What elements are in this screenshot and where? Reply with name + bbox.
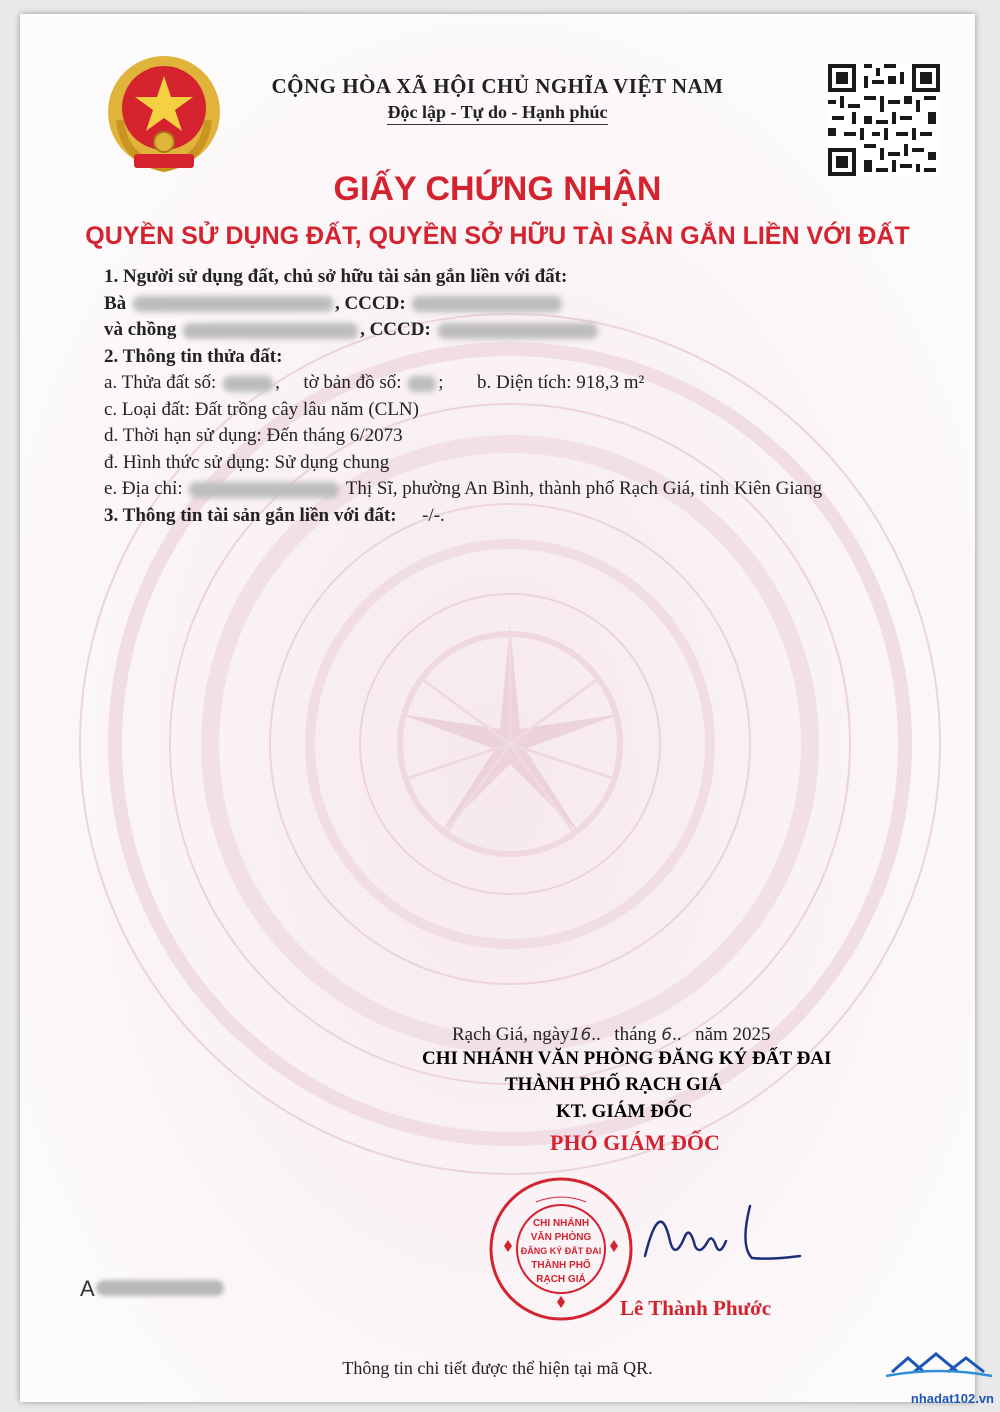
spouse-prefix: và chồng xyxy=(104,319,177,340)
signer-name: Lê Thành Phước xyxy=(620,1296,772,1320)
house-logo-icon xyxy=(884,1346,994,1392)
section2-heading: 2. Thông tin thửa đất: xyxy=(104,345,283,367)
area-label: b. Diện tích: 918,3 m² xyxy=(477,372,645,393)
spouse-cccd-label: , CCCD: xyxy=(360,319,431,340)
nation-heading: CỘNG HÒA XÃ HỘI CHỦ NGHĨA VIỆT NAM xyxy=(271,74,724,98)
official-seal-icon xyxy=(486,1174,636,1324)
assets-value: -/-. xyxy=(422,504,445,526)
address-rest: Thị Sĩ, phường An Bình, thành phố Rạch Giá, tỉnh Kiên Giang xyxy=(345,478,823,499)
date-day: 16 xyxy=(569,1025,592,1045)
usage-form-row: đ. Hình thức sử dụng: Sử dụng chung xyxy=(104,451,390,473)
spouse-name-redacted xyxy=(183,323,358,339)
certificate-title: GIẤY CHỨNG NHẬN xyxy=(333,170,662,208)
map-sheet-redacted xyxy=(408,376,436,392)
section3-heading: 3. Thông tin tài sản gắn liền với đất: xyxy=(104,504,397,526)
motto xyxy=(20,102,975,123)
motto-text: Độc lập - Tự do - Hạnh phúc xyxy=(387,102,607,125)
address-row xyxy=(104,476,924,503)
owner-prefix: Bà xyxy=(104,292,127,314)
month-label: tháng xyxy=(614,1024,657,1045)
kt-director: KT. GIÁM ĐỐC xyxy=(556,1101,693,1122)
assets-row xyxy=(104,503,924,530)
section1-heading: 1. Người sử dụng đất, chủ sở hữu tài sản gắn liền với đất: xyxy=(104,266,568,287)
term-row: d. Thời hạn sử dụng: Đến tháng 6/2073 xyxy=(104,425,403,446)
org-line2: THÀNH PHỐ RẠCH GIÁ xyxy=(505,1074,722,1095)
parcel-row: a. Thửa đất số: , tờ bản đồ số: ; b. Diện tích: 918,3 m² xyxy=(104,372,645,393)
parcel-label: a. Thửa đất số: xyxy=(104,372,217,393)
org-line1: CHI NHÁNH VĂN PHÒNG ĐĂNG KÝ ĐẤT ĐAI xyxy=(422,1048,832,1069)
date-month: 6 xyxy=(661,1025,673,1045)
site-watermark: nhadat102.vn xyxy=(910,1391,994,1406)
date-place: Rạch Giá, ngày xyxy=(452,1024,570,1045)
svg-text:A: A xyxy=(80,1276,95,1300)
land-type-row: c. Loại đất: Đất trồng cây lâu năm (CLN) xyxy=(104,398,419,420)
svg-text:THÀNH PHỐ: THÀNH PHỐ xyxy=(531,1260,591,1271)
svg-text:ĐĂNG KÝ ĐẤT ĐAI: ĐĂNG KÝ ĐẤT ĐAI xyxy=(520,1246,602,1256)
owner-cccd-redacted xyxy=(412,296,562,312)
deputy-director-title: PHÓ GIÁM ĐỐC xyxy=(550,1130,720,1155)
owner-cccd-label: , CCCD: xyxy=(334,292,406,314)
spouse-cccd-redacted xyxy=(438,323,598,339)
map-sheet-label: tờ bản đồ số: xyxy=(303,372,402,393)
parcel-number-redacted xyxy=(223,376,273,392)
svg-text:CHI NHÁNH: CHI NHÁNH xyxy=(532,1218,590,1229)
address-label: e. Địa chỉ: xyxy=(104,478,183,499)
qr-note: Thông tin chi tiết được thể hiện tại mã QR. xyxy=(342,1358,653,1378)
handwritten-signature xyxy=(640,1186,810,1276)
spouse-row xyxy=(104,317,924,344)
year-label: năm 2025 xyxy=(695,1024,771,1045)
address-street-redacted xyxy=(189,482,339,498)
certificate-page: CỘNG HÒA XÃ HỘI CHỦ NGHĨA VIỆT NAM Độc lập - Tự do - Hạnh phúc GIẤY CHỨNG NHẬN QUYỀN SỬ DỤNG ĐẤT, QUYỀN SỞ HỮU TÀI SẢN GẮN LIỀN VỚI ĐẤT 1. Người sử dụng đất, chủ sở hữu tài sản gắn liền với đất: Bà , CCCD: và chồng , CCCD: 2. Thông tin thửa đất: a. Thửa đất số: , tờ bản đồ số: ; b. Diện tích: 918,3 m² c. Loại đất: Đất trồng cây lâu năm (CLN) d. Thời hạn sử dụng: Đến tháng 6/2073 đ. Hình thức sử dụng: Sử dụng chung e. Địa chỉ: Thị Sĩ, phường An Bình, thành phố Rạch Giá, tỉnh Kiên Giang 3. Thông tin tài sản gắn liền với đất: -/-. Rạch Giá, ngày16.. tháng 6.. năm 2025 CHI NHÁNH VĂN PHÒNG ĐĂNG KÝ ĐẤT ĐAI THÀNH PHỐ RẠCH GIÁ KT. GIÁM ĐỐC PHÓ GIÁM ĐỐC CHI NHÁNH VĂN PHÒNG ĐĂNG KÝ ĐẤT ĐAI THÀNH PHỐ RẠCH GIÁ Lê Thành Phước A Thông tin chi tiết được thể hiện tại mã QR. xyxy=(20,14,975,1402)
certificate-subtitle: QUYỀN SỬ DỤNG ĐẤT, QUYỀN SỞ HỮU TÀI SẢN GẮN LIỀN VỚI ĐẤT xyxy=(85,222,910,250)
certificate-body xyxy=(104,264,924,529)
owner-row xyxy=(104,291,924,318)
serial-number-redacted xyxy=(78,1276,228,1300)
owner-name-redacted xyxy=(133,296,333,312)
svg-text:VĂN PHÒNG: VĂN PHÒNG xyxy=(530,1232,592,1243)
svg-text:RẠCH GIÁ: RẠCH GIÁ xyxy=(536,1274,586,1285)
